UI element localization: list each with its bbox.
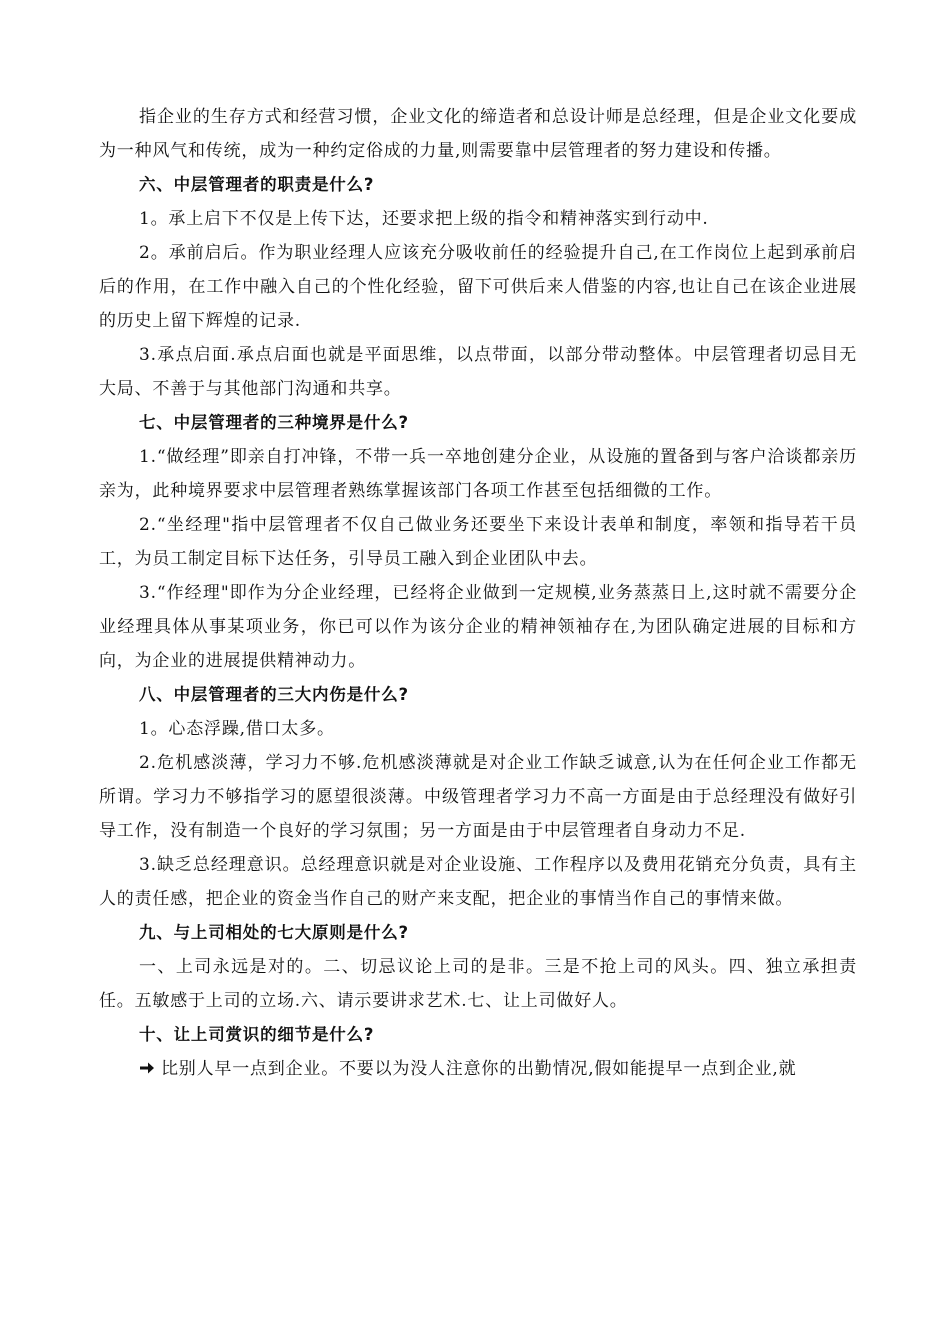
section-7-heading: 七、中层管理者的三种境界是什么? [139, 413, 409, 432]
section-10-heading: 十、让上司赏识的细节是什么? [139, 1025, 375, 1044]
section-8-heading: 八、中层管理者的三大内伤是什么? [139, 685, 409, 704]
section-10-bullet-item [99, 1052, 857, 1086]
intro-paragraph: 指企业的生存方式和经营习惯，企业文化的缔造者和总设计师是总经理，但是企业文化要成为一种风气和传统，成为一种约定俗成的力量,则需要靠中层管理者的努力建设和传播。 [99, 107, 857, 161]
document-page [99, 100, 857, 1086]
section-6-paragraph-2: 2。承前启后。作为职业经理人应该充分吸收前任的经验提升自己,在工作岗位上起到承前启后的作用，在工作中融入自己的个性化经验，留下可供后来人借鉴的内容,也让自己在该企业进展的历史上留下辉煌的记录. [99, 243, 857, 331]
section-7-paragraph-1: 1.“做经理”即亲自打冲锋，不带一兵一卒地创建分企业，从设施的置备到与客户洽谈都亲历亲为，此种境界要求中层管理者熟练掌握该部门各项工作甚至包括细微的工作。 [99, 447, 857, 501]
section-7-paragraph-2: 2.“坐经理"指中层管理者不仅自己做业务还要坐下来设计表单和制度，率领和指导若干员工，为员工制定目标下达任务，引导员工融入到企业团队中去。 [99, 515, 857, 569]
arrow-right-icon [139, 1061, 155, 1075]
section-9-paragraph-1: 一、上司永远是对的。二、切忌议论上司的是非。三是不抢上司的风头。四、独立承担责任。五敏感于上司的立场.六、请示要讲求艺术.七、让上司做好人。 [99, 957, 857, 1011]
section-9-heading: 九、与上司相处的七大原则是什么? [139, 923, 409, 942]
section-6-paragraph-3: 3.承点启面.承点启面也就是平面思维，以点带面，以部分带动整体。中层管理者切忌目无大局、不善于与其他部门沟通和共享。 [99, 345, 857, 399]
section-8-paragraph-3: 3.缺乏总经理意识。总经理意识就是对企业设施、工作程序以及费用花销充分负责，具有主人的责任感，把企业的资金当作自己的财产来支配，把企业的事情当作自己的事情来做。 [99, 855, 857, 909]
section-6-heading: 六、中层管理者的职责是什么? [139, 175, 375, 194]
section-8-paragraph-2: 2.危机感淡薄，学习力不够.危机感淡薄就是对企业工作缺乏诚意,认为在任何企业工作都无所谓。学习力不够指学习的愿望很淡薄。中级管理者学习力不高一方面是由于总经理没有做好引导工作，没有制造一个良好的学习氛围；另一方面是由于中层管理者自身动力不足. [99, 753, 857, 841]
section-6-paragraph-1: 1。承上启下不仅是上传下达，还要求把上级的指令和精神落实到行动中. [139, 209, 709, 229]
section-7-paragraph-3: 3.“作经理"即作为分企业经理，已经将企业做到一定规模,业务蒸蒸日上,这时就不需要分企业经理具体从事某项业务，你已可以作为该分企业的精神领袖存在,为团队确定进展的目标和方向，为企业的进展提供精神动力。 [99, 583, 857, 671]
section-8-paragraph-1: 1。心态浮躁,借口太多。 [139, 719, 335, 739]
section-10-bullet-text: 比别人早一点到企业。不要以为没人注意你的出勤情况,假如能提早一点到企业,就 [161, 1059, 797, 1079]
